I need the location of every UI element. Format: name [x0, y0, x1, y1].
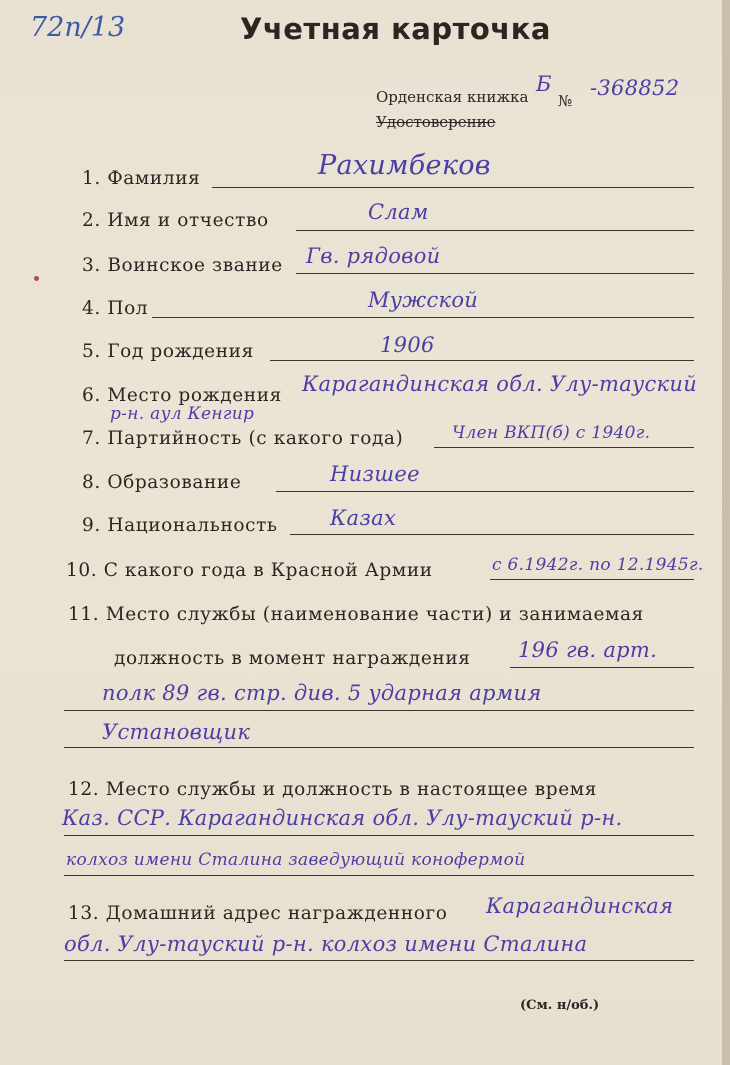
field-surname-label: 1. Фамилия [82, 168, 201, 189]
field-service-place-value-2: полк 89 гв. стр. див. 5 ударная армия [102, 681, 542, 705]
field-current-service-value-2: колхоз имени Сталина заведующий конофермой [66, 850, 526, 870]
field-home-address-value-2: обл. Улу-тауский р-н. колхоз имени Сталина [64, 932, 588, 956]
field-party-label: 7. Партийность (с какого года) [82, 428, 404, 449]
card-title: Учетная карточка [240, 12, 551, 46]
field-surname-value: Рахимбеков [318, 150, 491, 181]
field-home-address-label: 13. Домашний адрес награжденного [68, 903, 448, 924]
order-book-series: Б [536, 72, 552, 96]
field-name-label: 2. Имя и отчество [82, 210, 269, 231]
field-current-service-label: 12. Место службы и должность в настоящее время [68, 779, 597, 800]
field-birthplace-value: Карагандинская обл. Улу-тауский [302, 372, 698, 396]
field-education-label: 8. Образование [82, 472, 242, 493]
field-education-value: Низшее [330, 462, 420, 486]
field-birth-year-value: 1906 [380, 333, 435, 357]
field-birthplace-label: 6. Место рождения [82, 385, 282, 406]
field-service-place-value-3: Установщик [102, 720, 251, 744]
field-service-place-label-2: должность в момент награждения [114, 648, 471, 669]
field-sex-label: 4. Пол [82, 298, 149, 319]
field-birth-year-label: 5. Год рождения [82, 341, 254, 362]
certificate-label: Удостоверение [376, 113, 496, 131]
field-home-address-value: Карагандинская [486, 894, 674, 918]
footer-note: (См. н/об.) [520, 998, 600, 1013]
field-sex-value: Мужской [368, 288, 479, 312]
field-service-place-value: 196 гв. арт. [518, 638, 658, 662]
order-book-number: -368852 [590, 76, 680, 100]
field-nationality-value: Казах [330, 506, 397, 530]
field-party-value: Член ВКП(б) с 1940г. [452, 423, 651, 443]
field-name-value: Слам [368, 200, 429, 224]
field-rank-value: Гв. рядовой [306, 244, 441, 268]
field-birthplace-value-2: р-н. аул Кенгир [110, 404, 255, 424]
archive-number: 72п/13 [30, 12, 126, 43]
field-rank-label: 3. Воинское звание [82, 255, 283, 276]
field-current-service-value: Каз. ССР. Карагандинская обл. Улу-тауский р-н. [62, 806, 623, 830]
field-service-place-label: 11. Место службы (наименование части) и занимаемая [68, 604, 644, 625]
order-book-label: Орденская книжка [376, 88, 529, 106]
field-army-year-label: 10. С какого года в Красной Армии [66, 560, 433, 581]
number-sign: № [558, 92, 573, 110]
stain-mark [34, 276, 39, 281]
field-nationality-label: 9. Национальность [82, 515, 278, 536]
field-army-year-value: с 6.1942г. по 12.1945г. [492, 555, 704, 575]
